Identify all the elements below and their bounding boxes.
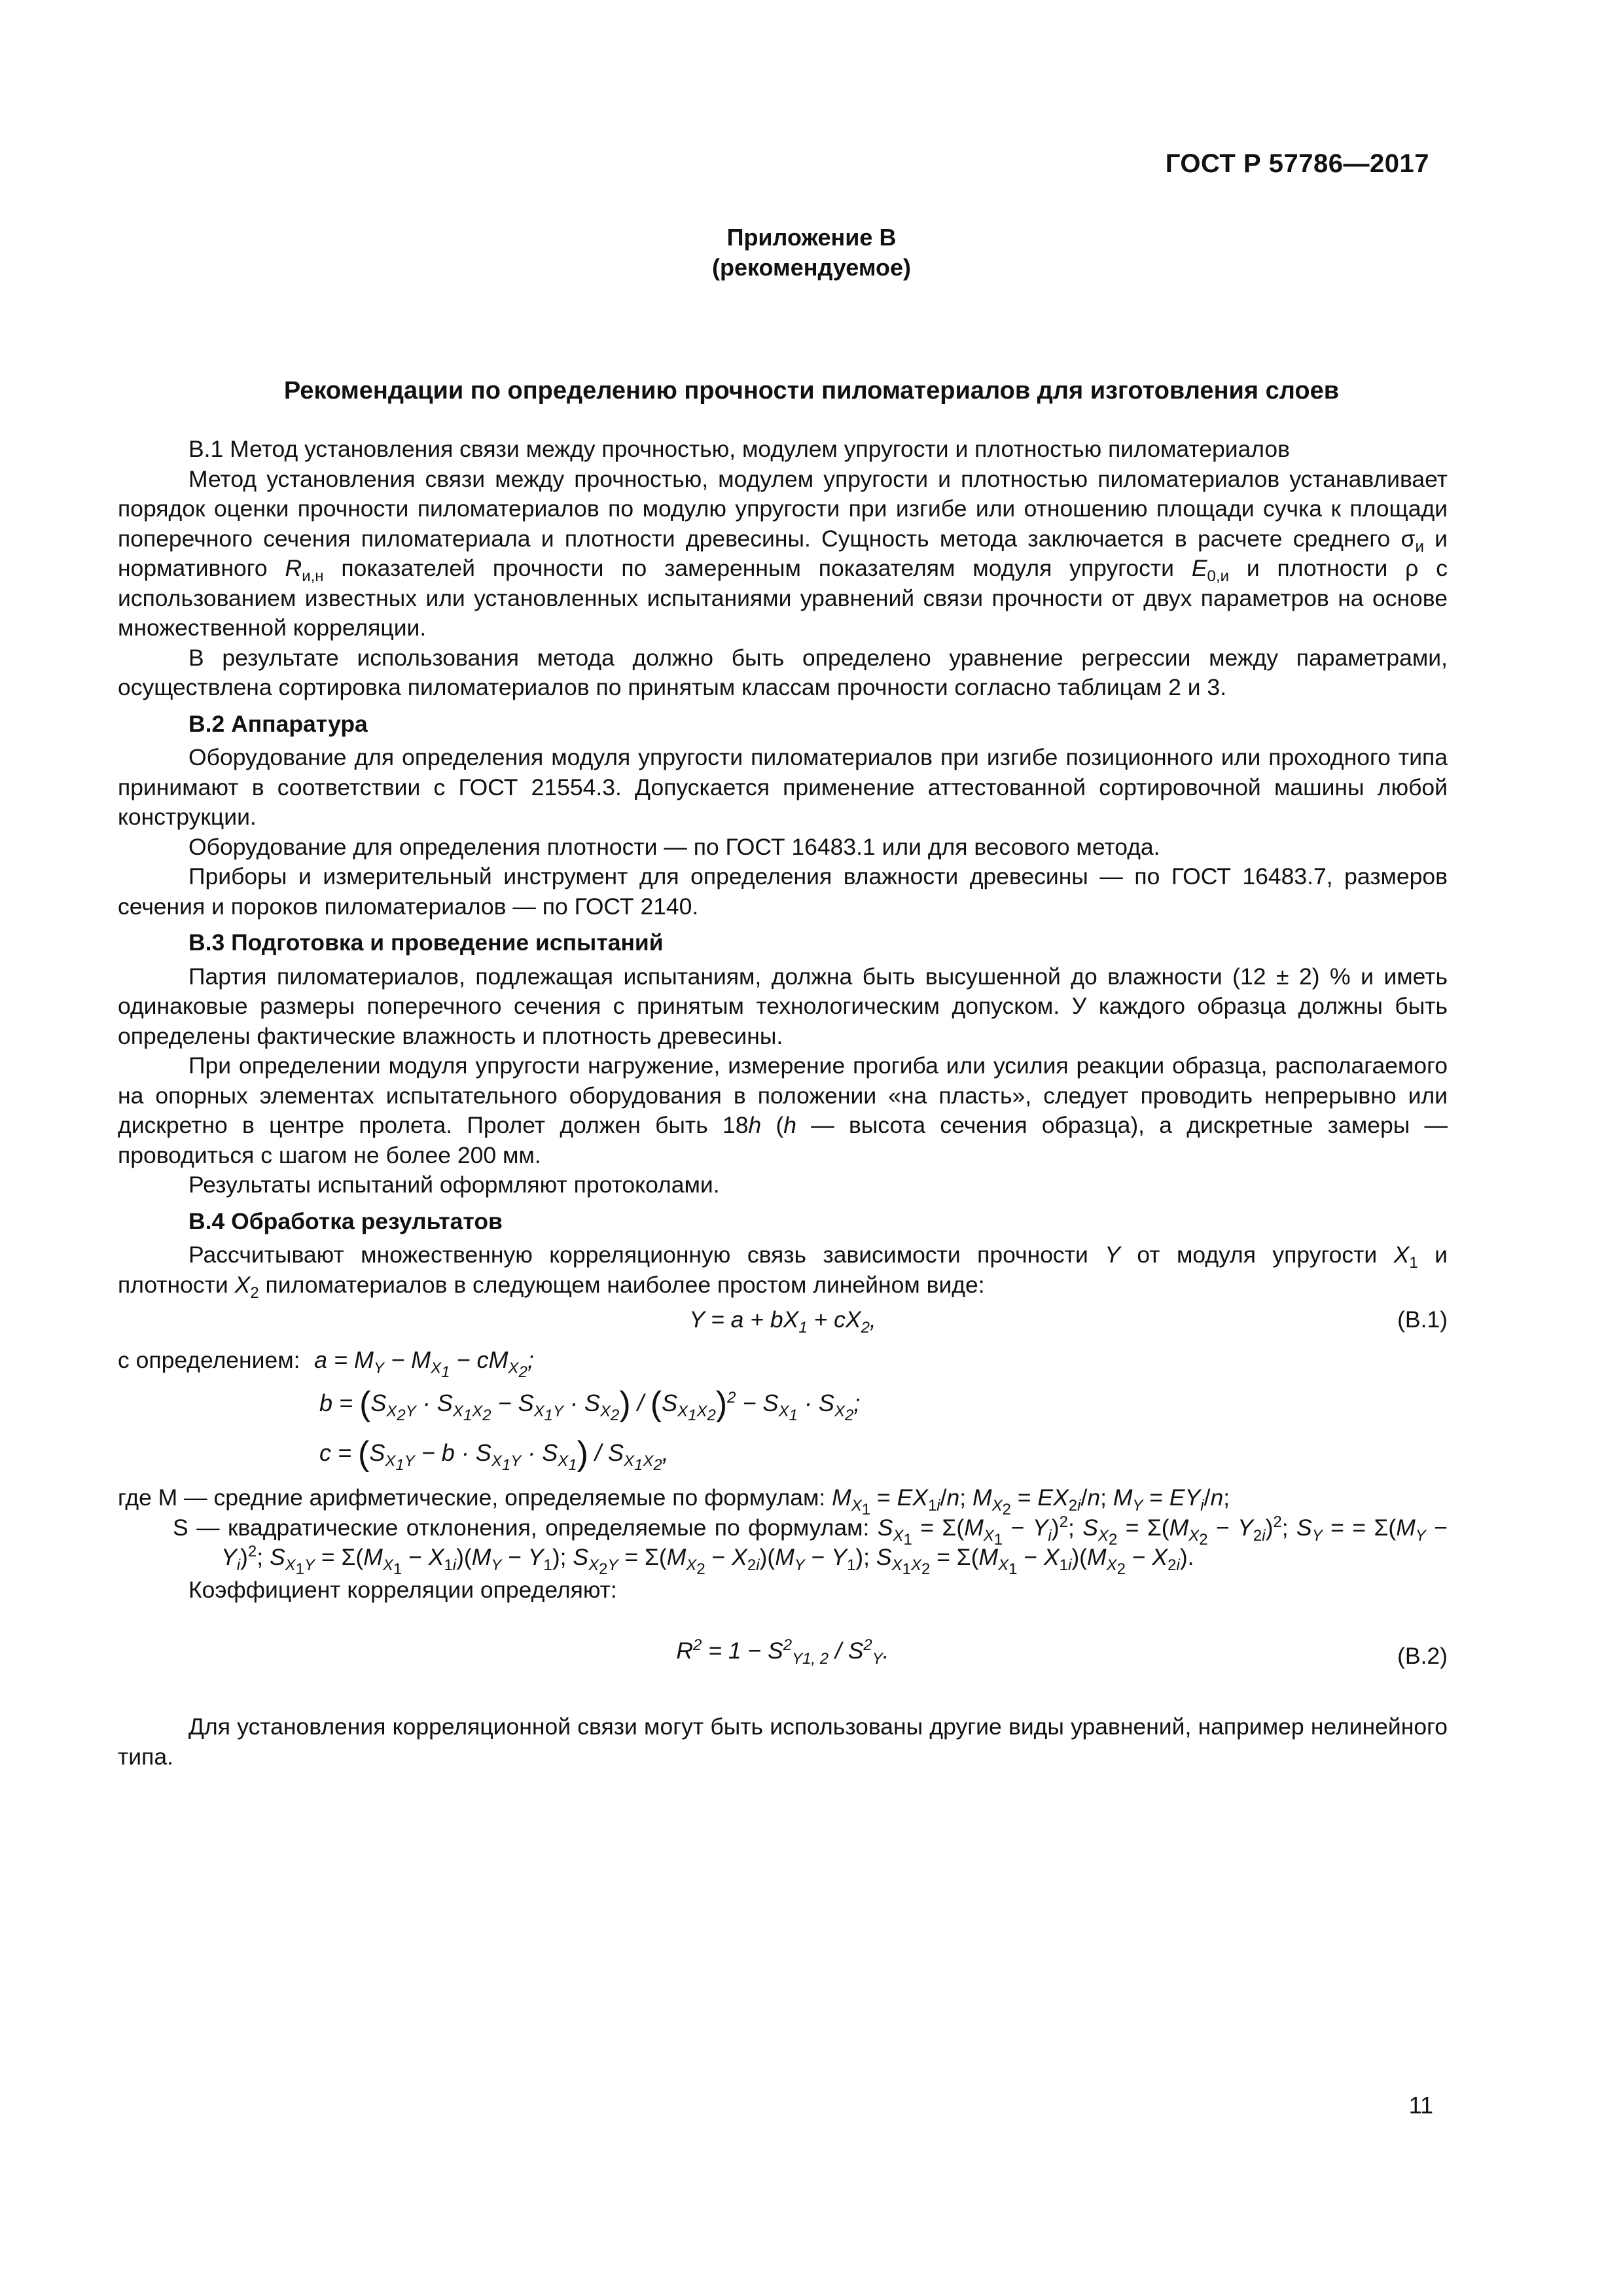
final-paragraph: Для установления корреляционной связи могут быть использованы другие виды уравнений, например нелинейного типа. [118, 1713, 1448, 1770]
appendix-title: Рекомендации по определению прочности пиломатериалов для изготовления слоев [283, 377, 1340, 404]
where-m: где M — средние арифметические, определяемые по формулам: $M_{X_1} = EX_{1i}/n$; $M_{X_2} = EX_{2i}/n$; $M_Y = EY_i/n$; [118, 1484, 1230, 1518]
equation-b2-number: (В.2) [1397, 1643, 1448, 1669]
equation-b2-formula: $R^2 = 1 - S^2_{Y1, 2} / S^2_Y$. [676, 1636, 889, 1668]
section-b2-paragraph-3: Приборы и измерительный инструмент для определения влажности древесины — по ГОСТ 16483.7, размеров сечения и пороков пиломатериалов — по ГОСТ 2140. [118, 863, 1448, 920]
equation-b2 [118, 1624, 1448, 1683]
standard-number: ГОСТ Р 57786—2017 [1165, 149, 1429, 178]
section-b2-paragraph-1: Оборудование для определения модуля упругости пиломатериалов при изгибе позиционного или проходного типа принимают в соответствии с ГОСТ 21554.3. Допускается применение аттестованной сортировочной машины любой конструкции. [118, 744, 1448, 830]
equation-b1-formula: $Y = a + bX_1 + cX_2$, [689, 1306, 876, 1337]
appendix-type: (рекомендуемое) [712, 254, 911, 281]
section-b2-heading: В.2 Аппаратура [188, 710, 368, 737]
appendix-label: Приложение В [726, 224, 897, 251]
page-number: 11 [1408, 2092, 1433, 2119]
section-b3-heading: В.3 Подготовка и проведение испытаний [188, 929, 664, 956]
section-b4-paragraph-1: Рассчитывают множественную корреляционную связь зависимости прочности Y от модуля упругости $X_1$ и плотности $X_2$ пиломатериалов в следующем наиболее простом линейном виде: [118, 1242, 1448, 1302]
section-b1-heading: В.1 Метод установления связи между прочностью, модулем упругости и плотностью пиломатериалов [188, 436, 1290, 462]
document-body [118, 435, 1448, 1772]
section-b3-paragraph-2: При определении модуля упругости нагружение, измерение прогиба или усилия реакции образца, располагаемого на опорных элементах испытательного оборудования в положении «на пласть», следует проводить непрерывно или дискретно в центре пролета. Пролет должен быть 18h (h — высота сечения образца), а дискретные замеры — проводиться с шагом не более 200 мм. [118, 1052, 1448, 1168]
section-b2-paragraph-2: Оборудование для определения плотности — по ГОСТ 16483.1 или для весового метода. [188, 833, 1160, 860]
section-b3-paragraph-3: Результаты испытаний оформляют протоколами. [188, 1172, 720, 1198]
section-b3-paragraph-1: Партия пиломатериалов, подлежащая испытаниям, должна быть высушенной до влажности (12 ± 2) % и иметь одинаковые размеры поперечного сечения с принятым технологическим допуском. У каждого образца должны быть определены фактические влажность и плотность древесины. [118, 963, 1448, 1049]
equation-b1 [118, 1305, 1448, 1335]
coefficient-definitions [118, 1342, 1448, 1478]
definition-label: с определением: [118, 1347, 300, 1373]
where-s: S — квадратические отклонения, определяемые по формулам: $S_{X_1} = \Sigma(M_{X_1} - Y_i)^2$; $S_{X_2} = \Sigma(M_{X_2} - Y_{2i})^2$; $S_Y$ = = $\Sigma(M_Y - Y_i)^2$; $S_{X_1Y} = \Sigma(M_{X_1} - X_{1i})(M_Y - Y_1)$; $S_{X_2Y} = \Sigma(M_{X_2} - X_{2i})(M_Y - Y_1)$; $S_{X_1X_2} = \Sigma(M_{X_1} - X_{1i})(M_{X_2} - X_{2i})$. [173, 1513, 1448, 1578]
section-b1-paragraph-1: Метод установления связи между прочностью, модулем упругости и плотностью пиломатериалов устанавливает порядок оценки прочности пиломатериалов по модулю упругости при изгибе или отношению площади сучка к площади поперечного сечения пиломатериала и плотности древесины. Сущность метода заключается в расчете среднего $\sigma_и$ и нормативного $R_{и,н}$ показателей прочности по замеренным показателям модуля упругости $E_{0,и}$ и плотности ρ с использованием известных или установленных испытаниями уравнений связи прочности от двух параметров на основе множественной корреляции. [118, 465, 1448, 641]
where-clause [118, 1483, 1448, 1578]
definition-c: $c = (S_{X_1Y} - b \cdot S_{X_1Y} \cdot S_{X_1}) / S_{X_1X_2}$, [319, 1435, 669, 1474]
correlation-intro: Коэффициент корреляции определяют: [188, 1576, 617, 1603]
definition-b: $b = (S_{X_2Y} \cdot S_{X_1X_2} - S_{X_1Y} \cdot S_{X_2}) / (S_{X_1X_2})^2 - S_{X_1} \cdot S_{X_2}$; [319, 1385, 861, 1424]
section-b1-paragraph-2: В результате использования метода должно быть определено уравнение регрессии между параметрами, осуществлена сортировка пиломатериалов по принятым классам прочности согласно таблицам 2 и 3. [118, 644, 1448, 700]
equation-b1-number: (В.1) [1397, 1306, 1448, 1333]
section-b4-heading: В.4 Обработка результатов [188, 1208, 503, 1234]
definition-a: с определением: $a = M_Y - M_{X_1} - cM_{X_2}$; [118, 1342, 1448, 1378]
